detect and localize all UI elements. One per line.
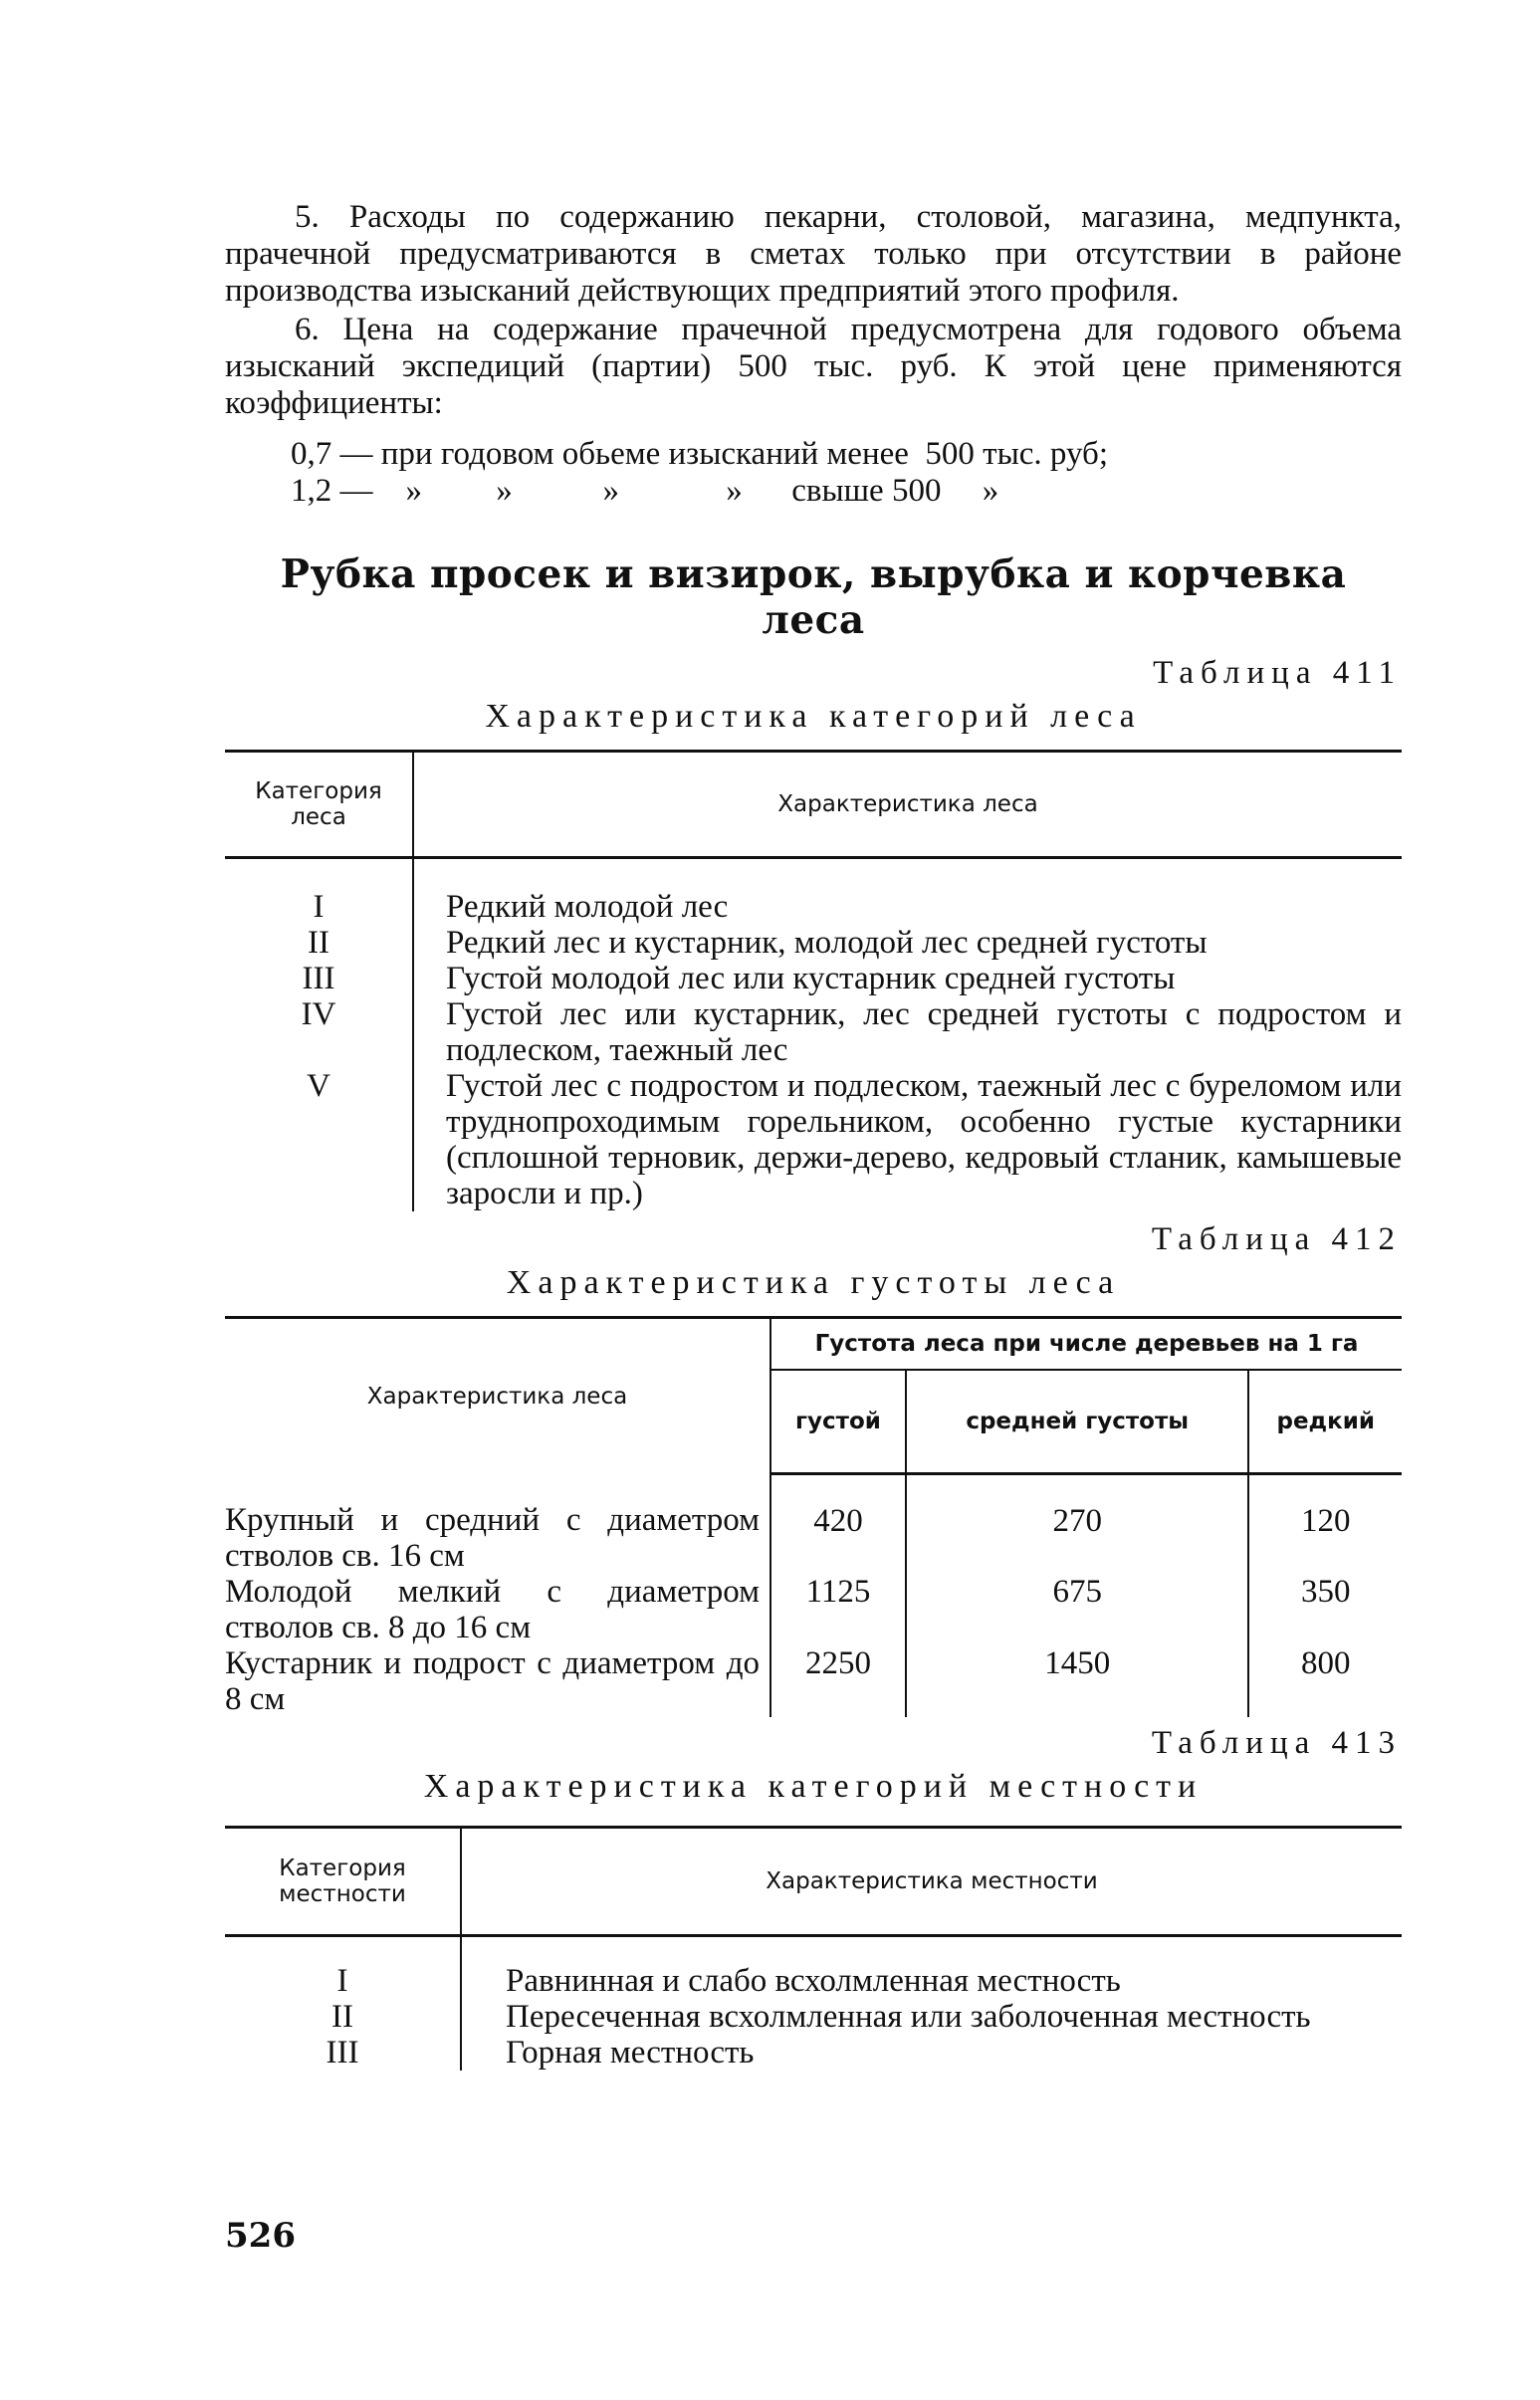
category-cell: I [225,1935,461,1999]
category-cell: II [225,925,413,961]
page-number: 526 [225,2216,296,2256]
table-row [225,1645,1402,1717]
category-cell: IV [225,996,413,1068]
table-caption: Характеристика густоты леса [506,1264,1121,1301]
column-header: Характеристика леса [225,1318,770,1474]
label-cell: Крупный и средний с диаметром стволов св. 16 см [225,1474,770,1574]
description-cell: Редкий молодой лес [446,889,729,925]
value-cell: 350 [1300,1573,1351,1610]
description-cell: Густой молодой лес или кустарник средней густоты [446,961,1176,996]
category-cell: I [225,858,413,926]
coefficient-line: 1,2 — » » » » свыше 500 » [291,473,999,509]
table-number: Таблица 413 [1151,1724,1402,1761]
forest-category-table [225,750,1402,1211]
label-cell: Кустарник и подрост с диаметром до 8 см [225,1645,770,1717]
column-header: Категория леса [225,752,413,858]
description-cell: Редкий лес и кустарник, молодой лес средней густоты [446,925,1208,961]
table-caption: Характеристика категорий леса [485,698,1142,735]
group-header: Густота леса при числе деревьев на 1 га [770,1318,1402,1371]
column-header: Категория местности [225,1827,461,1935]
column-header: Характеристика леса [413,752,1402,858]
value-cell: 120 [1300,1503,1351,1539]
page-body [225,199,1402,2071]
value-cell: 420 [770,1474,906,1574]
table-number: Таблица 411 [1153,655,1402,691]
note-6: 6. Цена на содержание прачечной предусмотрена для годового объема изысканий экспедиций (партии) 500 тыс. руб. К этой цене применяются коэффициенты: [225,312,1402,421]
label-cell: Молодой мелкий с диаметром стволов св. 8 до 16 см [225,1574,770,1645]
description-cell: Равнинная и слабо всхолмленная местность [506,1962,1121,1999]
table-row [225,1068,1402,1211]
description-cell: Пересеченная всхолмленная или заболоченная местность [506,1998,1311,2035]
table-row [225,996,1402,1068]
table-caption: Характеристика категорий местности [423,1767,1204,1805]
forest-density-table [225,1316,1402,1717]
description-cell: Густой лес или кустарник, лес средней густоты с подростом и подлеском, таежный лес [446,996,1402,1068]
subheader: средней густоты [906,1370,1249,1474]
terrain-category-table [225,1826,1402,2071]
column-header: Характеристика местности [461,1827,1402,1935]
description-cell: Горная местность [506,2034,755,2071]
category-cell: III [225,2035,461,2071]
table-number: Таблица 412 [1151,1221,1402,1257]
description-cell: Густой лес с подростом и подлеском, таежный лес с буреломом или труднопроходимым горельником, особенно густые кустарники (сплошной терновик, держи-дерево, кедровый стланик, камышевые заросли и пр.) [446,1068,1402,1211]
table-row [225,858,1402,926]
value-cell: 1125 [770,1574,906,1645]
subheader: густой [770,1370,906,1474]
value-cell: 675 [906,1574,1249,1645]
value-cell: 1450 [906,1645,1249,1717]
value-cell: 800 [1300,1644,1351,1681]
section-title: Рубка просек и визирок, вырубка и корчевка леса [280,551,1347,643]
table-row [225,2035,1402,2071]
value-cell: 2250 [770,1645,906,1717]
value-cell: 270 [906,1474,1249,1574]
category-cell: II [225,1999,461,2035]
category-cell: III [225,961,413,996]
table-row [225,961,1402,996]
table-row [225,1474,1402,1574]
coefficient-line: 0,7 — при годовом обьеме изысканий менее 500 тыс. руб; [291,436,1108,472]
table-row [225,1999,1402,2035]
table-row [225,925,1402,961]
category-cell: V [225,1068,413,1211]
subheader: редкий [1248,1370,1402,1474]
table-row [225,1574,1402,1645]
note-5: 5. Расходы по содержанию пекарни, столовой, магазина, медпункта, прачечной предусматриваются в сметах только при отсутствии в районе производства изысканий действующих предприятий этого профиля. [225,199,1402,309]
table-row [225,1935,1402,1999]
